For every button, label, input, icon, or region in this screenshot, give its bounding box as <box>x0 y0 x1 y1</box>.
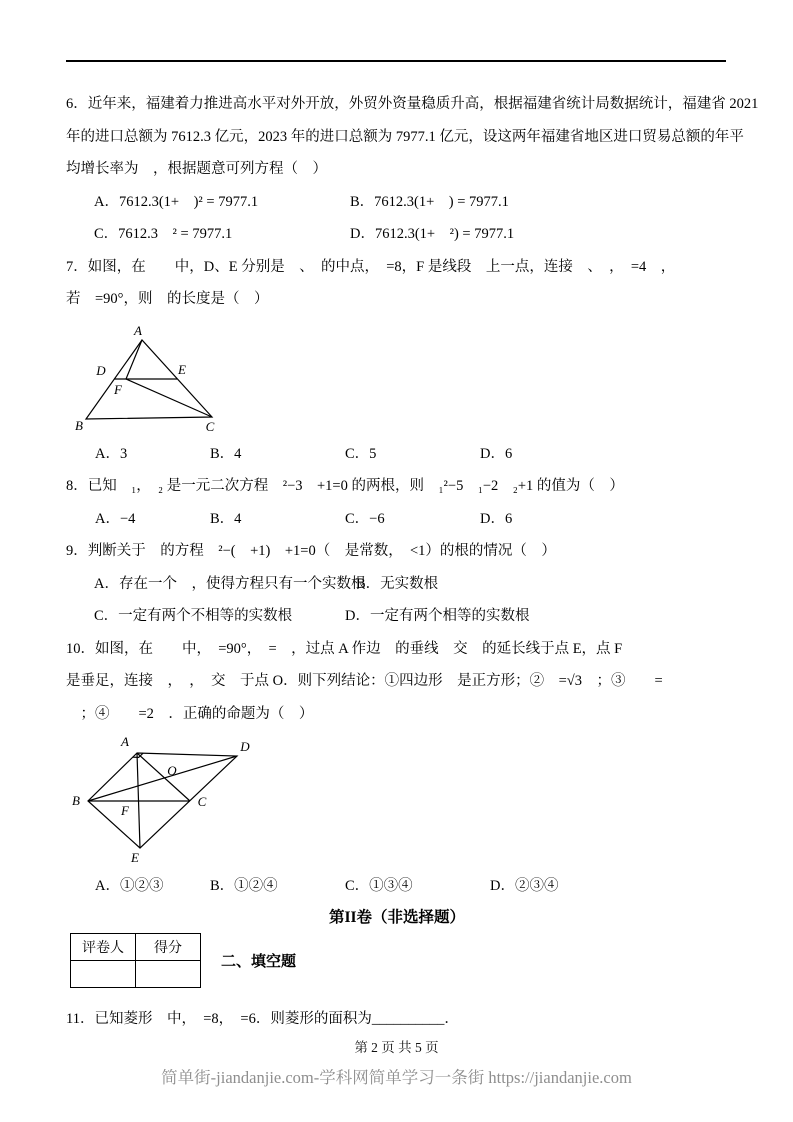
vertex-label-o: O <box>167 763 177 778</box>
question-7-options <box>66 438 728 471</box>
question-9: 9．判断关于 的方程 ²−( +1) +1=0（ 是常数， <1）的根的情况（ ） <box>66 543 556 559</box>
page-content <box>66 88 759 1035</box>
vertex-label-c: C <box>197 794 207 809</box>
question-10-line-3: ；④ =2 ．正确的命题为（ ） <box>66 705 314 722</box>
section-2-title: 第II卷（非选择题） <box>328 908 466 926</box>
vertex-label-a: A <box>134 323 142 338</box>
vertex-label-c: C <box>205 418 215 432</box>
watermark-site-link: 简单街-jiandanjie.com-学科网简单学习一条街 https://jiandanjie.com <box>161 1068 632 1087</box>
question-6-options-row-2 <box>66 218 728 251</box>
question-11: 11．已知菱形 中， =8， =6．则菱形的面积为__________． <box>66 1010 459 1027</box>
q6-option-a: A．7612.3(1+ )² = 7977.1 <box>94 193 259 210</box>
question-9-options-row-1 <box>66 568 728 601</box>
q7-option-b: B．4 <box>210 445 242 462</box>
question-6-line-3: 均增长率为 ，根据题意可列方程（ ） <box>66 161 327 177</box>
q9-option-c: C．一定有两个不相等的实数根 <box>94 608 293 624</box>
q7-option-a: A．3 <box>95 445 128 462</box>
vertex-label-f: F <box>121 803 129 818</box>
vertex-label-d: D <box>96 362 106 378</box>
question-10-options <box>66 870 728 903</box>
q9-option-d: D．一定有两个相等的实数根 <box>345 608 530 624</box>
q8-option-c: C．−6 <box>345 510 385 527</box>
q7-option-c: C．5 <box>345 445 377 462</box>
q8-option-b: B．4 <box>210 510 242 527</box>
grader-header-scorer: 评卷人 <box>71 934 136 961</box>
grader-cell-scorer-empty <box>71 961 136 988</box>
grader-row <box>66 933 728 989</box>
vertex-label-d: D <box>240 739 250 754</box>
question-6 <box>66 88 759 186</box>
q10-option-d: D．②③④ <box>490 878 559 894</box>
question-8: 8．已知 ₁， ₂ 是一元二次方程 ²−3 +1=0 的两根，则 ₁²−5 ₁−2 ₂+1 的值为（ ） <box>66 478 624 494</box>
question-7-line-1: 7．如图，在 中，D、E 分别是 、 的中点， =8，F 是线段 上一点，连接 、 ， =4 ， <box>66 258 676 275</box>
question-9-options-row-2 <box>66 600 728 633</box>
vertex-label-f: F <box>114 381 122 397</box>
question-6-options-row-1 <box>66 186 728 219</box>
segment-ac <box>137 753 190 801</box>
q10-option-c: C．①③④ <box>345 878 413 894</box>
q6-option-b: B．7612.3(1+ ) = 7977.1 <box>350 193 509 210</box>
grader-cell-score-empty <box>136 961 201 988</box>
vertex-label-e: E <box>131 850 139 865</box>
question-10-line-2: 是垂足，连接 ， ， 交 于点 O．则下列结论：①四边形 是正方形；② =√3 ；③ = <box>66 673 663 689</box>
vertex-label-a: A <box>121 734 129 749</box>
vertex-label-b: B <box>75 417 83 432</box>
q9-option-a: A．存在一个 ，使得方程只有一个实数根 <box>94 575 366 592</box>
vertex-label-e: E <box>178 361 186 377</box>
question-10-line-1: 10．如图，在 中， =90°， = ，过点 A 作边 的垂线 交 的延长线于点 E，点 F <box>66 640 623 657</box>
fill-in-section-title: 二、填空题 <box>221 954 297 970</box>
question-10 <box>66 633 728 731</box>
q8-option-d: D．6 <box>480 510 513 527</box>
quadrilateral-diagram <box>68 734 258 866</box>
q10-option-b: B．①②④ <box>210 878 278 894</box>
q8-option-a: A．−4 <box>95 510 136 527</box>
question-7-figure <box>74 324 728 432</box>
page-number: 第 2 页 共 5 页 <box>354 1040 439 1055</box>
grader-table <box>70 933 201 988</box>
q9-option-b: B．无实数根 <box>356 575 439 592</box>
q7-option-d: D．6 <box>480 445 513 462</box>
question-6-line-1: 6．近年来，福建着力推进高水平对外开放，外贸外资量稳质升高，根据福建省统计局数据统计，福建省 2021 <box>66 96 759 112</box>
question-7-line-2: 若 =90°，则 的长度是（ ） <box>66 291 269 307</box>
question-6-line-2: 年的进口总额为 7612.3 亿元，2023 年的进口总额为 7977.1 亿元，设这两年福建省地区进口贸易总额的年平 <box>66 128 744 145</box>
question-7 <box>66 251 728 316</box>
question-10-figure <box>68 734 728 866</box>
question-8-options <box>66 503 728 536</box>
header-divider <box>66 60 726 62</box>
q6-option-d: D．7612.3(1+ ²) = 7977.1 <box>350 226 515 242</box>
grader-header-score: 得分 <box>136 934 201 961</box>
q6-option-c: C．7612.3 ² = 7977.1 <box>94 226 233 242</box>
q10-option-a: A．①②③ <box>95 878 164 894</box>
triangle-diagram <box>74 324 224 432</box>
vertex-label-b: B <box>72 793 80 808</box>
